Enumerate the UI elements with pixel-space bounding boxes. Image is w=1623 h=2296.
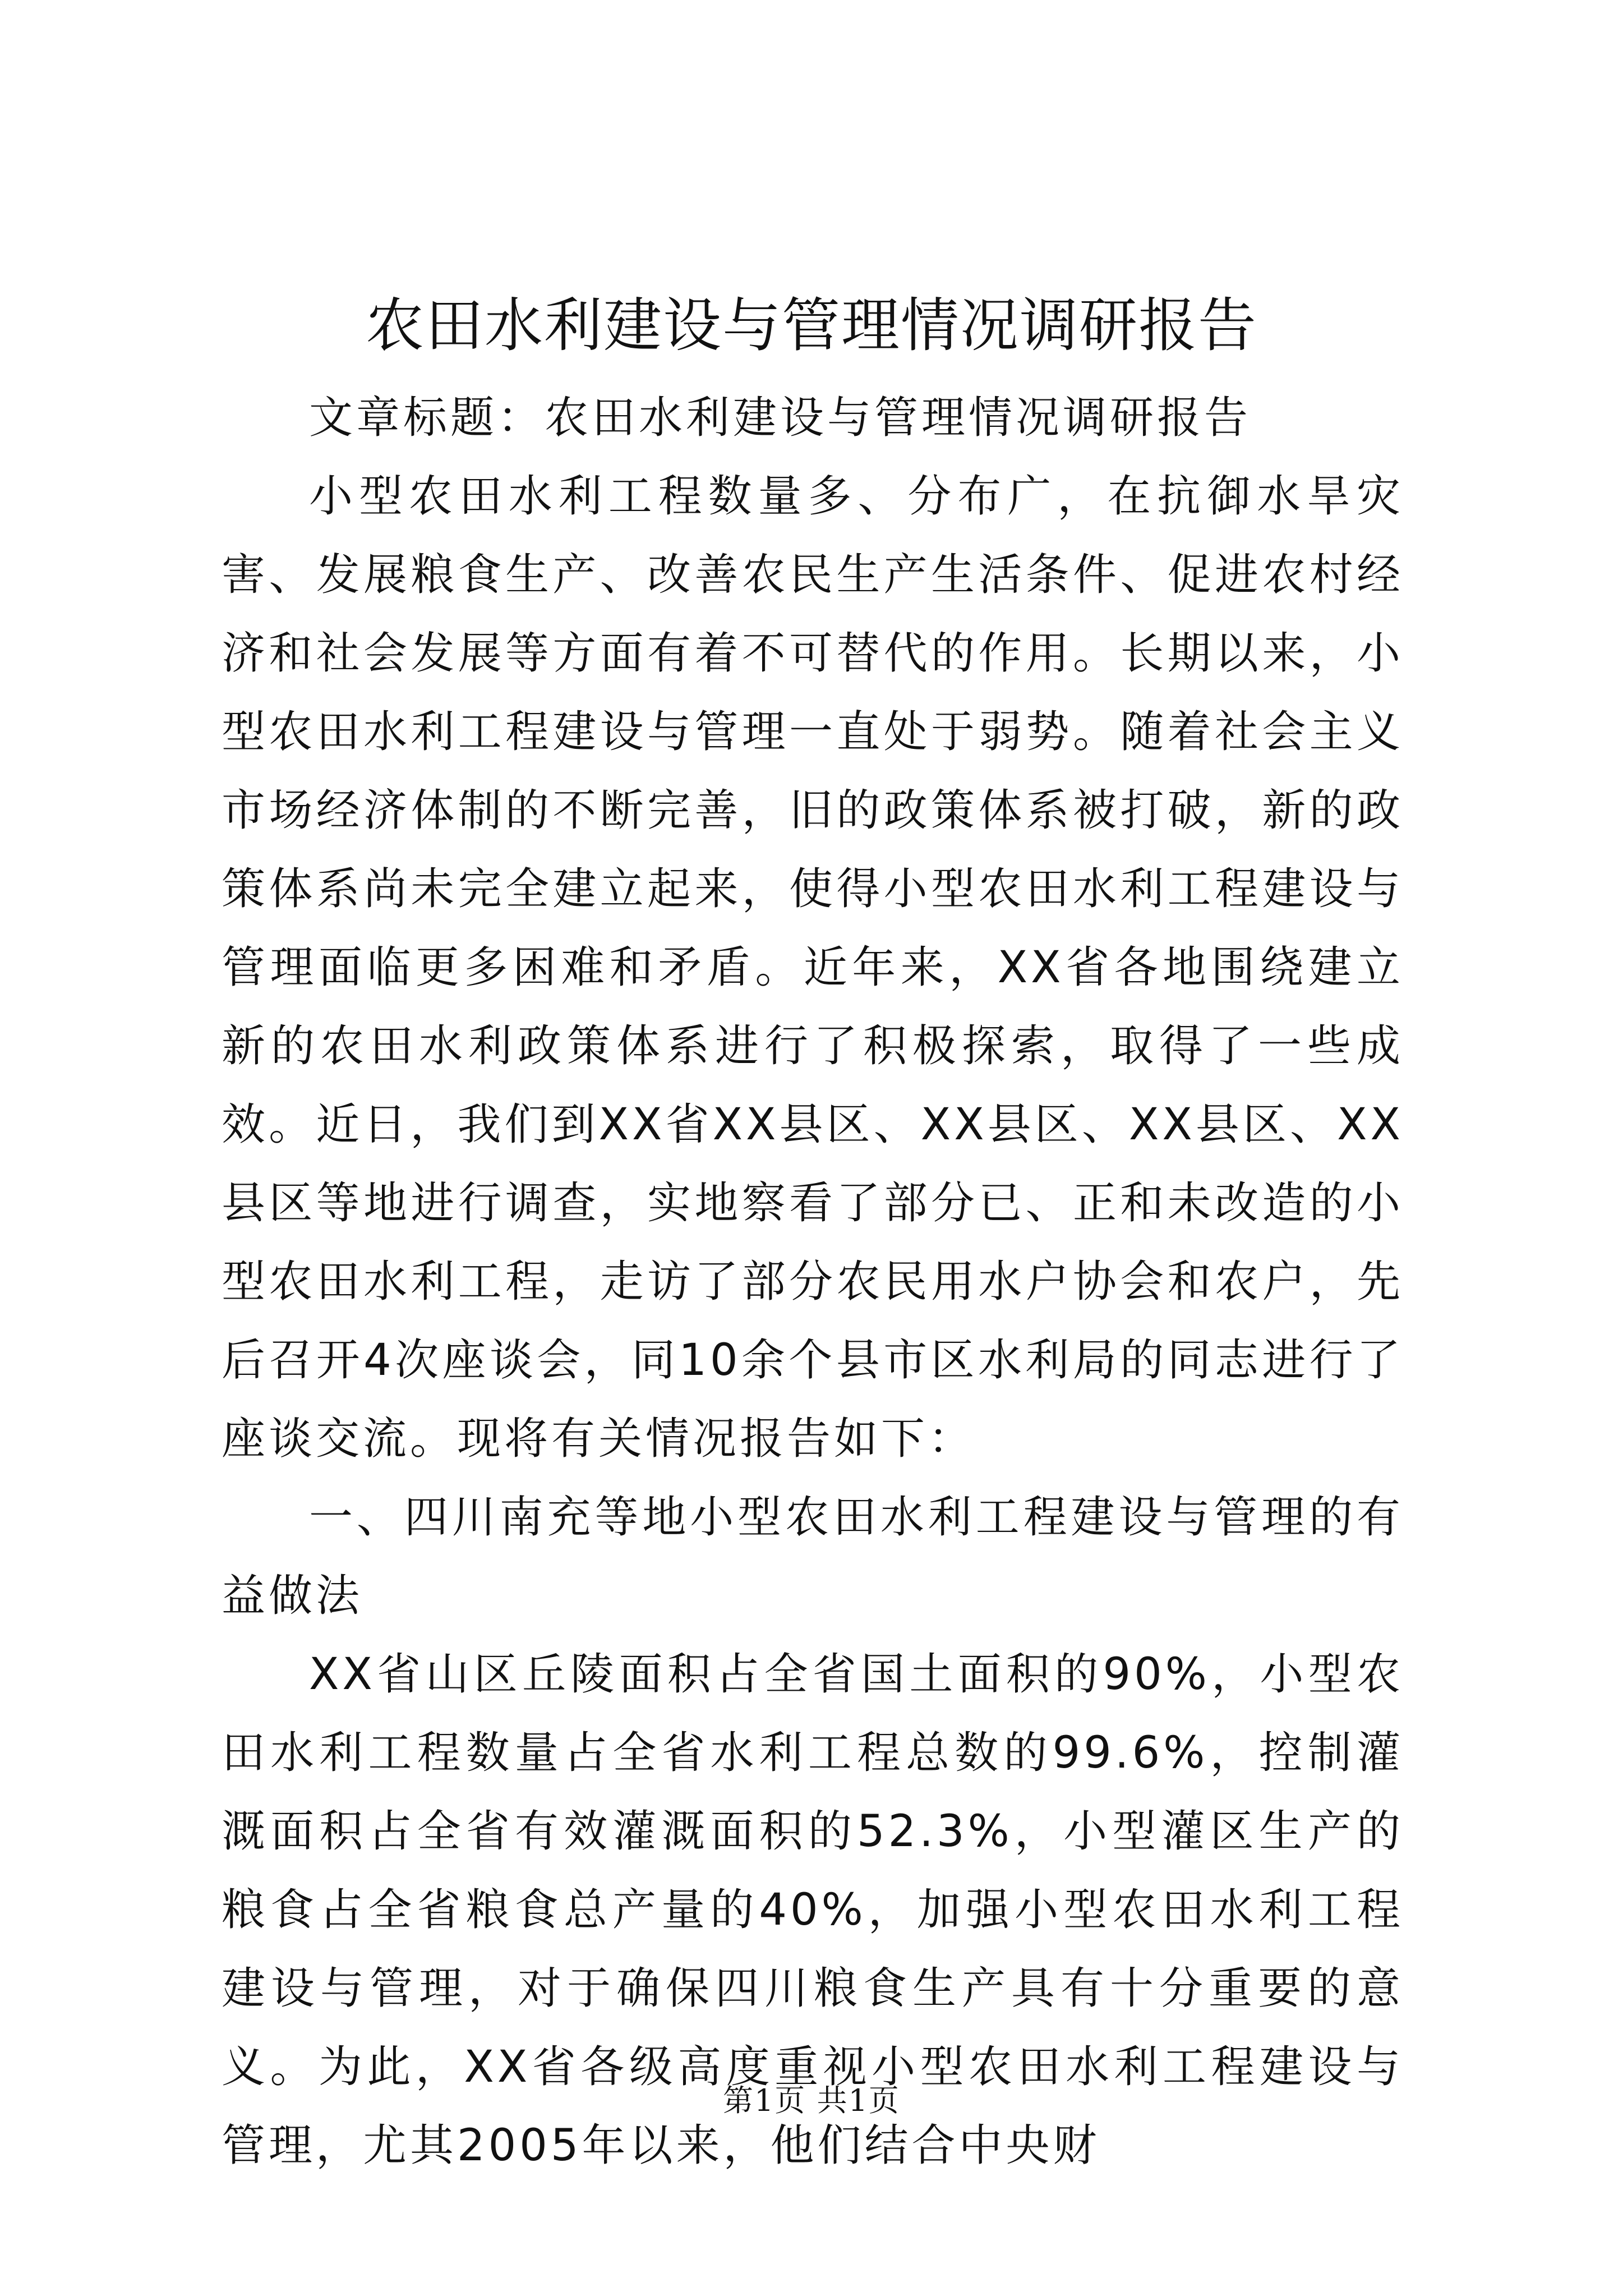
article-title-line: 文章标题：农田水利建设与管理情况调研报告 bbox=[309, 393, 1252, 443]
document-body bbox=[222, 379, 1404, 2185]
intro-paragraph: 小型农田水利工程数量多、分布广，在抗御水旱灾害、发展粮食生产、改善农民生产生活条件、促进农村经济和社会发展等方面有着不可替代的作用。长期以来，小型农田水利工程建设与管理一直处于弱势。随着社会主义市场经济体制的不断完善，旧的政策体系被打破，新的政策体系尚未完全建立起来，使得小型农田水利工程建设与管理面临更多困难和矛盾。近年来，XX省各地围绕建立新的农田水利政策体系进行了积极探索，取得了一些成效。近日，我们到XX省XX县区、XX县区、XX县区、XX县区等地进行调查，实地察看了部分已、正和未改造的小型农田水利工程，走访了部分农民用水户协会和农户，先后召开4次座谈会，同10余个县市区水利局的同志进行了座谈交流。现将有关情况报告如下： bbox=[222, 471, 1404, 1464]
document-title: 农田水利建设与管理情况调研报告 bbox=[365, 291, 1257, 360]
section-heading: 一、四川南充等地小型农田水利工程建设与管理的有益做法 bbox=[222, 1492, 1404, 1621]
page-footer: 第1页 共1页 bbox=[723, 2083, 900, 2118]
section-paragraph: XX省山区丘陵面积占全省国土面积的90%，小型农田水利工程数量占全省水利工程总数的99.6%，控制灌溉面积占全省有效灌溉面积的52.3%，小型灌区生产的粮食占全省粮食总产量的40%，加强小型农田水利工程建设与管理，对于确保四川粮食生产具有十分重要的意义。为此，XX省各级高度重视小型农田水利工程建设与管理，尤其2005年以来，他们结合中央财 bbox=[222, 1649, 1404, 2171]
